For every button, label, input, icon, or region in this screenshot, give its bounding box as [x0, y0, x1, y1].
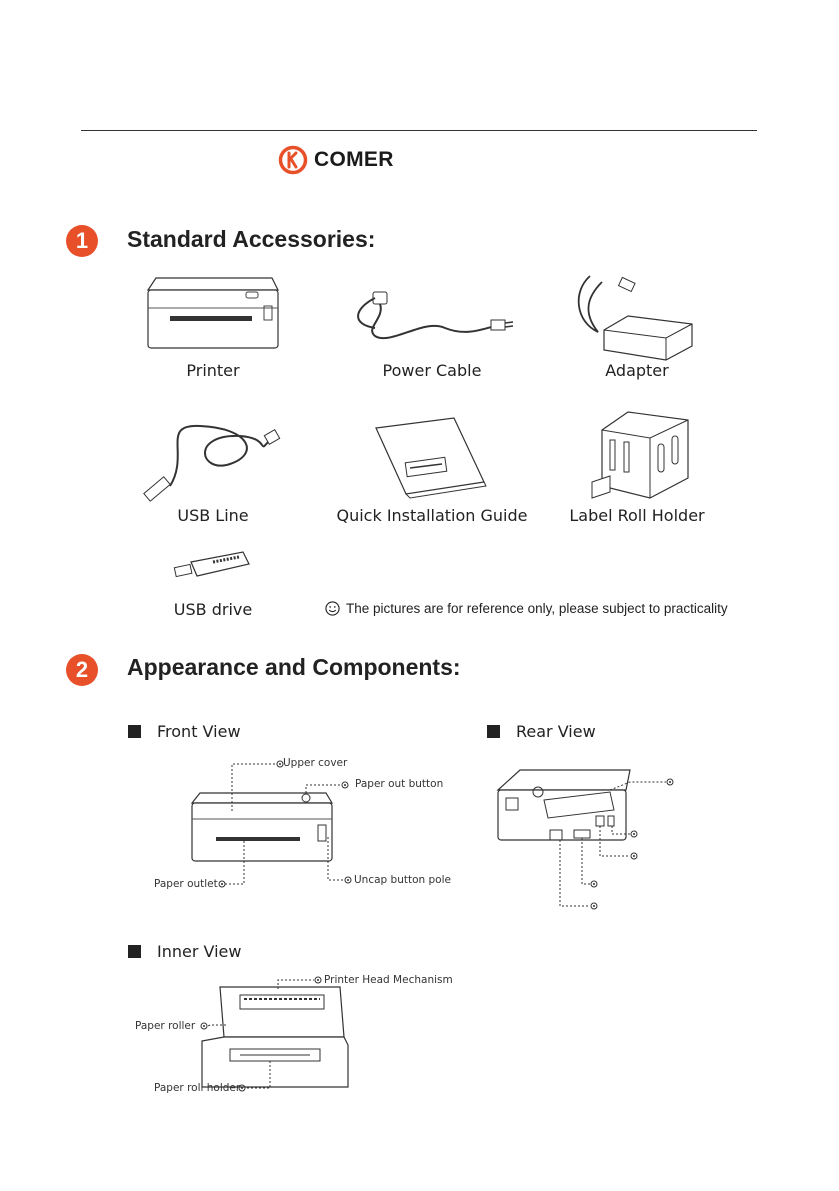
callout-paper-out-button: Paper out button [355, 778, 444, 790]
square-bullet-icon [128, 945, 141, 958]
front-view-label [128, 722, 241, 741]
adapter-image [568, 272, 700, 360]
square-bullet-icon [487, 725, 500, 738]
callout-upper-cover: Upper cover [283, 757, 348, 769]
callout-printer-head-mechanism: Printer Head Mechanism [324, 974, 453, 986]
usb-drive-image [173, 548, 253, 584]
reference-note-text: The pictures are for reference only, please subject to practicality [346, 601, 728, 616]
header-rule [81, 130, 757, 131]
reference-note [325, 601, 728, 616]
callout-paper-outlet: Paper outlet [154, 878, 218, 890]
printer-image [140, 272, 285, 354]
square-bullet-icon [128, 725, 141, 738]
caption-label-roll-holder: Label Roll Holder [569, 506, 705, 525]
inner-view-label [128, 942, 241, 961]
section-2-number: 2 [66, 654, 98, 686]
inner-view-text: Inner View [157, 942, 242, 961]
caption-usb-drive: USB drive [173, 600, 253, 619]
brand-name: COMER [314, 148, 394, 171]
caption-printer: Printer [186, 361, 240, 380]
section-1-title: Standard Accessories: [127, 226, 376, 252]
smiley-icon [325, 601, 340, 616]
label-roll-holder-image [588, 406, 692, 504]
callout-paper-roll-holder: Paper roll holder [154, 1082, 241, 1094]
rear-view-label [487, 722, 596, 741]
caption-power-cable: Power Cable [382, 361, 482, 380]
caption-quick-guide: Quick Installation Guide [336, 506, 528, 525]
front-view-text: Front View [157, 722, 241, 741]
quick-guide-image [372, 416, 490, 498]
rear-view-diagram [490, 760, 690, 910]
callout-uncap-button-pole: Uncap button pole [354, 874, 451, 886]
usb-line-image [140, 414, 285, 506]
rear-view-text: Rear View [516, 722, 596, 741]
brand-logo [278, 145, 394, 175]
callout-paper-roller: Paper roller [135, 1020, 196, 1032]
brand-logo-icon [278, 145, 308, 175]
caption-adapter: Adapter [605, 361, 669, 380]
caption-usb-line: USB Line [177, 506, 249, 525]
section-1-number: 1 [66, 225, 98, 257]
section-2-title: Appearance and Components: [127, 654, 461, 680]
power-cable-image [345, 288, 515, 348]
